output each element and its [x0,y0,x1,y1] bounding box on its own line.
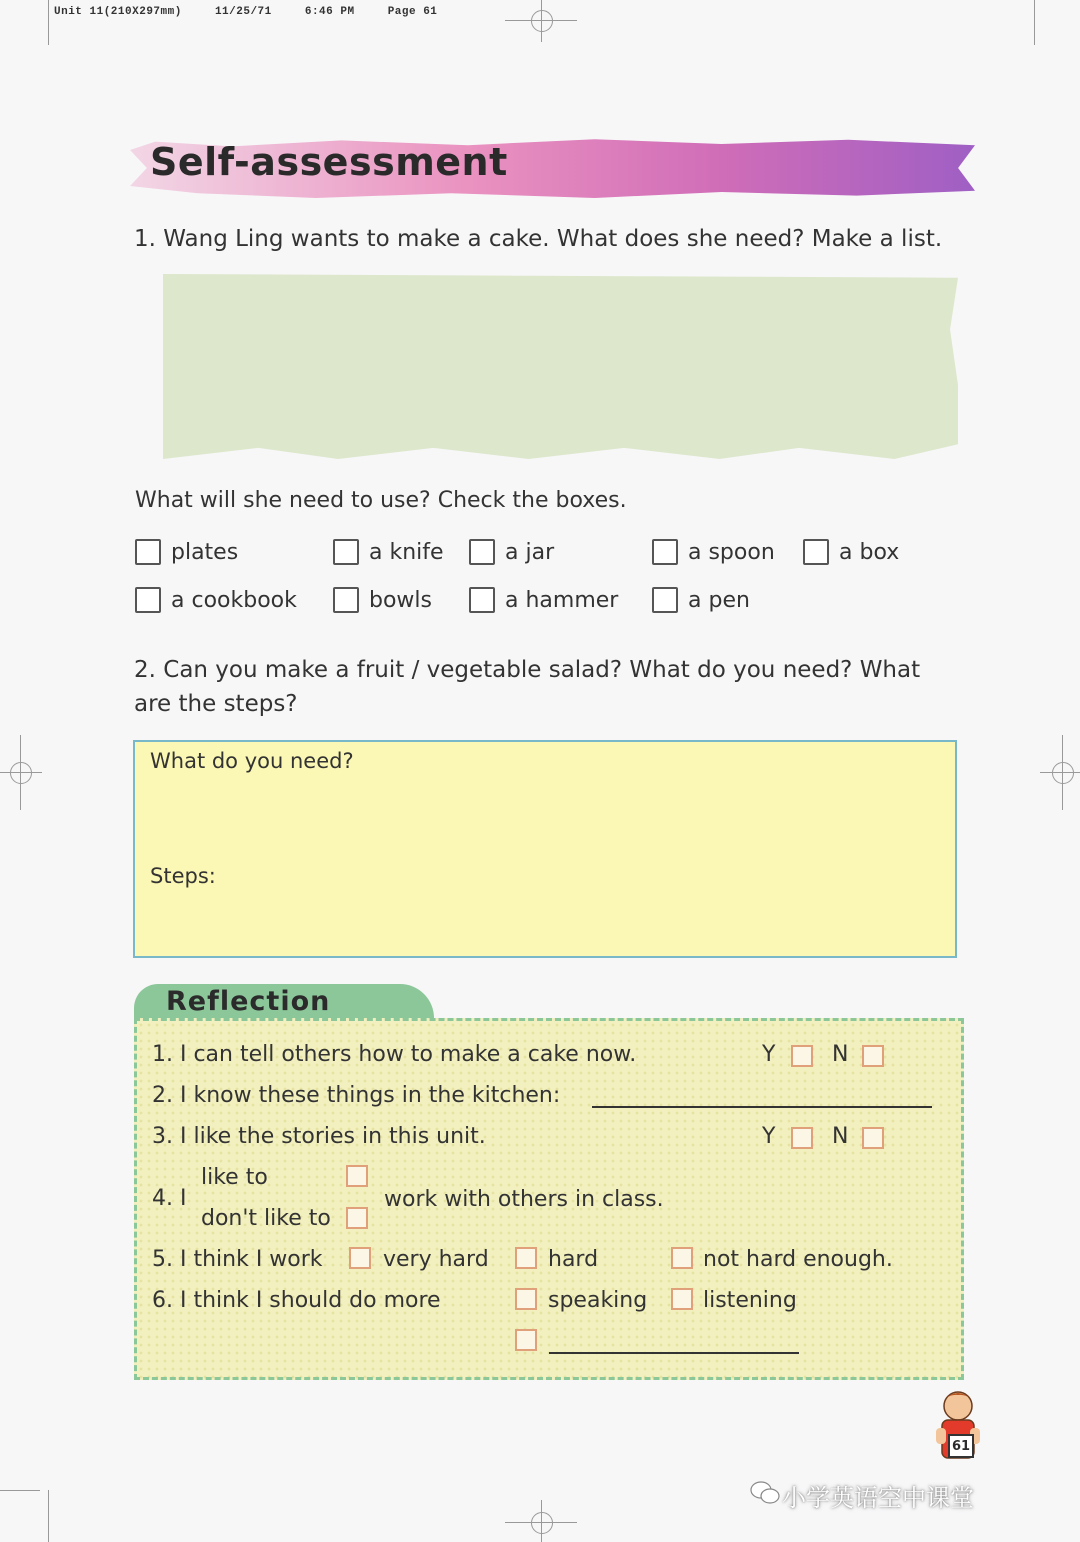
registration-mark-icon [531,1512,553,1534]
salad-answer-box[interactable] [133,740,957,958]
like-to-label: like to [201,1165,268,1190]
page-title: Self-assessment [150,140,508,184]
reflection-item-4-prefix: 4. I [152,1186,187,1211]
need-label: What do you need? [150,749,354,773]
option-pen[interactable] [652,587,750,613]
print-time: 6:46 PM [304,6,355,18]
speaking-checkbox[interactable] [515,1288,537,1310]
registration-mark-icon [531,10,553,32]
checkbox[interactable] [333,539,359,565]
kitchen-answer-line[interactable] [592,1086,932,1108]
hard-checkbox[interactable] [515,1247,537,1269]
option-cookbook[interactable] [135,587,297,613]
checkbox[interactable] [135,587,161,613]
listening-checkbox[interactable] [671,1288,693,1310]
no-checkbox[interactable] [862,1045,884,1067]
option-plates[interactable] [135,539,238,565]
page-number: 61 [948,1434,974,1458]
option-spoon[interactable] [652,539,775,565]
crop-mark [48,0,49,45]
very-hard-checkbox[interactable] [349,1247,371,1269]
option-label: plates [171,539,239,565]
very-hard-label: very hard [383,1247,489,1272]
check-prompt: What will she need to use? Check the boxes. [135,488,627,513]
print-date: 11/25/71 [214,6,272,18]
checkbox[interactable] [469,587,495,613]
option-label: a hammer [505,587,619,613]
checkbox[interactable] [333,587,359,613]
like-to-checkbox[interactable] [346,1165,368,1187]
checkbox[interactable] [652,587,678,613]
crop-mark [0,1490,40,1491]
not-hard-enough-label: not hard enough. [703,1247,893,1272]
yes-label: Y [762,1042,776,1067]
listening-label: listening [703,1288,797,1313]
checkbox[interactable] [135,539,161,565]
crop-mark [1034,0,1035,45]
registration-mark-icon [1052,762,1074,784]
reflection-item-6: 6. I think I should do more [152,1288,441,1313]
not-hard-enough-checkbox[interactable] [671,1247,693,1269]
reflection-item-5: 5. I think I work [152,1247,323,1272]
no-label: N [832,1124,849,1149]
no-checkbox[interactable] [862,1127,884,1149]
question-2-prompt-line2: are the steps? [134,691,298,717]
dont-like-to-checkbox[interactable] [346,1207,368,1229]
yes-checkbox[interactable] [791,1045,813,1067]
yes-label: Y [762,1124,776,1149]
reflection-item-2: 2. I know these things in the kitchen: [152,1083,561,1108]
reflection-item-4-suffix: work with others in class. [384,1187,664,1212]
checkbox[interactable] [803,539,829,565]
option-label: a pen [688,587,750,613]
steps-label: Steps: [150,864,216,888]
question-2-prompt-line1: 2. Can you make a fruit / vegetable salad? What do you need? What [134,657,921,683]
option-label: a jar [505,539,555,565]
option-label: bowls [369,587,432,613]
option-bowls[interactable] [333,587,432,613]
option-hammer[interactable] [469,587,618,613]
hard-label: hard [548,1247,599,1272]
other-answer-line[interactable] [549,1332,799,1354]
print-page: Page 61 [387,6,438,18]
dont-like-to-label: don't like to [201,1206,331,1231]
reflection-title: Reflection [166,986,331,1017]
option-label: a knife [369,539,444,565]
print-job: Unit 11(210X297mm) [54,6,182,18]
option-jar[interactable] [469,539,554,565]
print-header [54,6,463,18]
yes-checkbox[interactable] [791,1127,813,1149]
option-label: a box [839,539,900,565]
option-knife[interactable] [333,539,444,565]
cake-list-answer-area[interactable] [163,274,958,459]
checkbox[interactable] [469,539,495,565]
question-1-prompt: 1. Wang Ling wants to make a cake. What does she need? Make a list. [134,226,943,252]
reflection-item-1: 1. I can tell others how to make a cake now. [152,1042,637,1067]
other-checkbox[interactable] [515,1329,537,1351]
watermark: 小学英语空中课堂 [782,1484,974,1512]
reflection-item-3: 3. I like the stories in this unit. [152,1124,486,1149]
speaking-label: speaking [548,1288,648,1313]
option-box[interactable] [803,539,899,565]
option-label: a cookbook [171,587,297,613]
crop-mark [48,1490,49,1542]
checkbox[interactable] [652,539,678,565]
option-label: a spoon [688,539,775,565]
registration-mark-icon [10,762,32,784]
no-label: N [832,1042,849,1067]
wechat-icon [750,1480,780,1506]
